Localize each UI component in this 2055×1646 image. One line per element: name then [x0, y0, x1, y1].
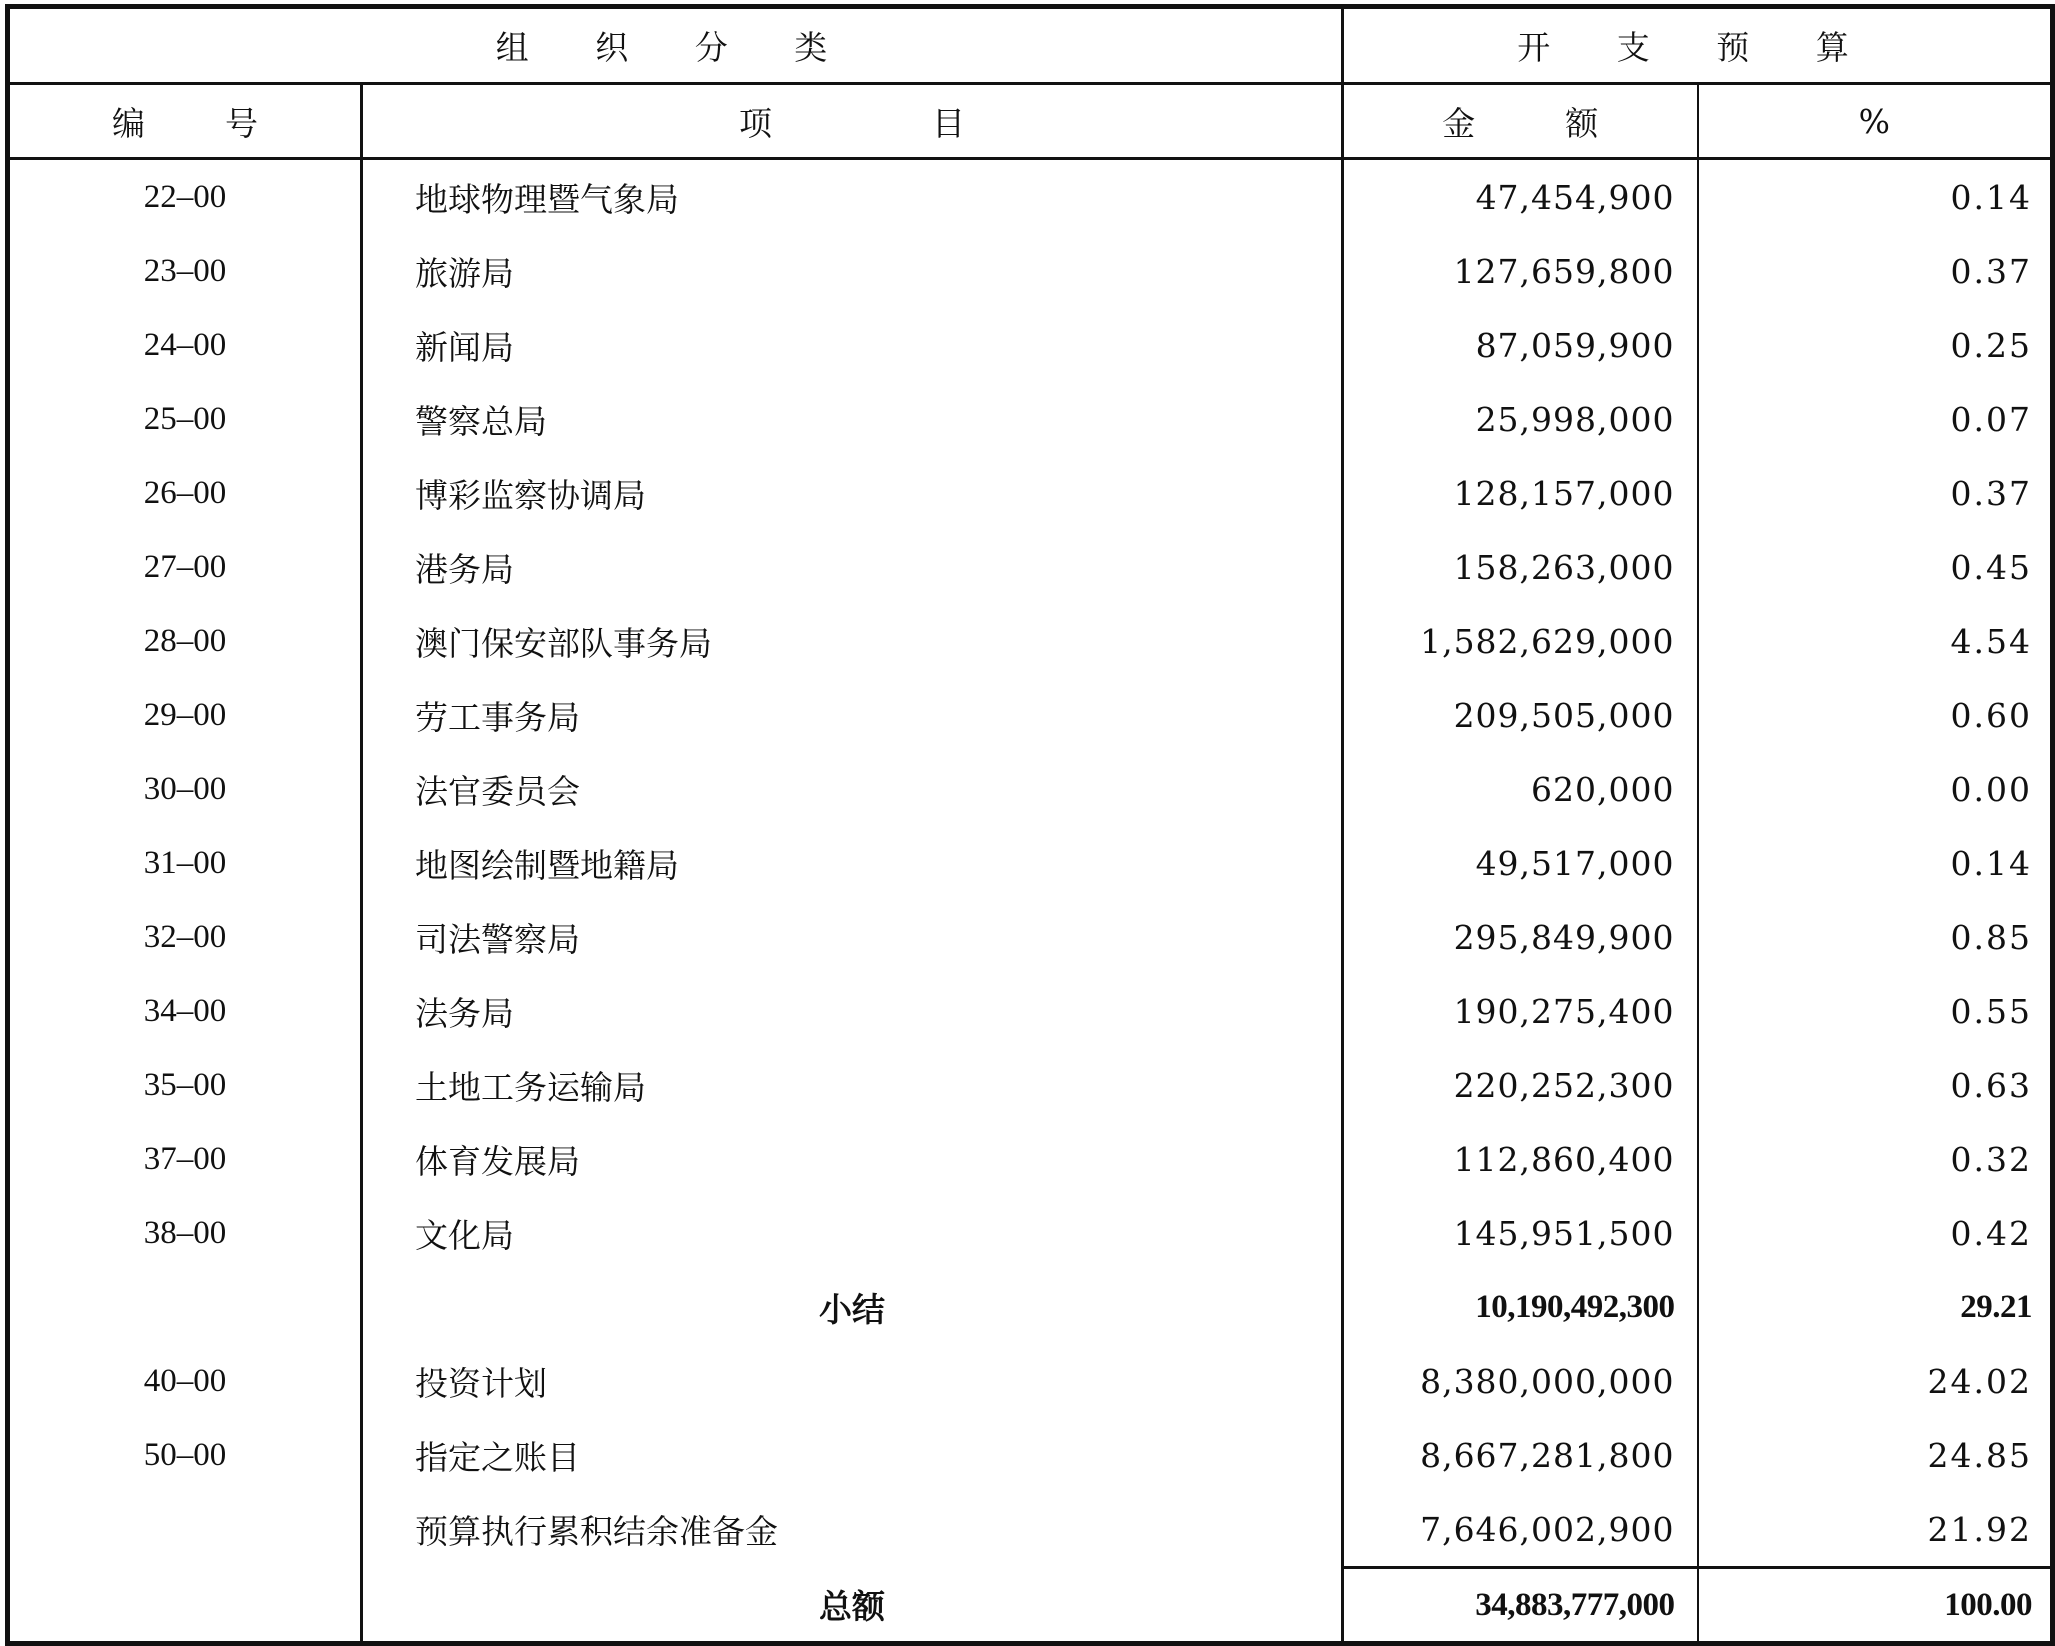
row-code: 50–00: [8, 1418, 362, 1492]
row-percent: 0.42: [1950, 1213, 2033, 1253]
row-code: 27–00: [8, 530, 362, 604]
row-item: 体育发展局: [362, 1122, 1343, 1196]
row-code: 31–00: [8, 826, 362, 900]
row-code: 24–00: [8, 308, 362, 382]
row-percent: 0.85: [1950, 917, 2033, 957]
row-amount: 127,659,800: [1343, 234, 1698, 308]
table-row: [8, 1344, 2053, 1418]
table-row: [8, 1048, 2053, 1122]
row-code: [8, 1492, 362, 1568]
row-item: 地球物理暨气象局: [362, 159, 1343, 235]
row-percent: 0.37: [1950, 473, 2033, 513]
row-code: 29–00: [8, 678, 362, 752]
row-percent: 0.37: [1950, 251, 2033, 291]
header-row-1: [8, 7, 2053, 84]
row-item: 法务局: [362, 974, 1343, 1048]
row-code: 35–00: [8, 1048, 362, 1122]
table-row: [8, 159, 2053, 235]
row-percent: 0.63: [1950, 1065, 2033, 1105]
row-amount: 190,275,400: [1343, 974, 1698, 1048]
row-item: 警察总局: [362, 382, 1343, 456]
row-code: 23–00: [8, 234, 362, 308]
total-percent: 100.00: [1698, 1568, 2053, 1644]
row-amount: 620,000: [1343, 752, 1698, 826]
row-item: 预算执行累积结余准备金: [362, 1492, 1343, 1568]
row-amount: 112,860,400: [1343, 1122, 1698, 1196]
row-item: 澳门保安部队事务局: [362, 604, 1343, 678]
expense-budget-header: 开 支 预 算: [1343, 7, 2053, 84]
row-item: 司法警察局: [362, 900, 1343, 974]
row-item: 劳工事务局: [362, 678, 1343, 752]
row-amount: 8,380,000,000: [1343, 1344, 1698, 1418]
subtotal-percent: 29.21: [1960, 1288, 2033, 1325]
row-percent: 0.07: [1950, 399, 2033, 439]
subtotal-row: [8, 1270, 2053, 1344]
row-amount: 8,667,281,800: [1343, 1418, 1698, 1492]
row-percent: 0.32: [1950, 1139, 2033, 1179]
table-row: [8, 826, 2053, 900]
row-amount: 128,157,000: [1343, 456, 1698, 530]
budget-table: [5, 4, 2055, 1646]
row-percent: 0.14: [1950, 843, 2033, 883]
row-amount: 209,505,000: [1343, 678, 1698, 752]
amount-header: 金额: [1343, 84, 1698, 159]
row-item: 港务局: [362, 530, 1343, 604]
row-amount: 158,263,000: [1343, 530, 1698, 604]
row-percent: 0.00: [1950, 769, 2033, 809]
total-code: [8, 1568, 362, 1644]
total-row: [8, 1568, 2053, 1644]
total-amount: 34,883,777,000: [1343, 1568, 1698, 1644]
row-code: 40–00: [8, 1344, 362, 1418]
table-row: [8, 382, 2053, 456]
row-amount: 47,454,900: [1343, 159, 1698, 235]
row-code: 26–00: [8, 456, 362, 530]
item-header: 项目: [362, 84, 1343, 159]
code-header: 编号: [8, 84, 362, 159]
total-label: 总额: [362, 1568, 1343, 1644]
row-amount: 25,998,000: [1343, 382, 1698, 456]
row-code: 25–00: [8, 382, 362, 456]
row-amount: 49,517,000: [1343, 826, 1698, 900]
table-row: [8, 530, 2053, 604]
table-row: [8, 1122, 2053, 1196]
row-code: 22–00: [8, 159, 362, 235]
header-row-2: [8, 84, 2053, 159]
row-item: 地图绘制暨地籍局: [362, 826, 1343, 900]
row-item: 土地工务运输局: [362, 1048, 1343, 1122]
table-row: [8, 974, 2053, 1048]
row-amount: 295,849,900: [1343, 900, 1698, 974]
subtotal-code: [8, 1270, 362, 1344]
row-percent: 24.02: [1927, 1361, 2033, 1401]
row-percent: 0.14: [1950, 177, 2033, 217]
table-row: [8, 1418, 2053, 1492]
table-row: [8, 678, 2053, 752]
table-row: [8, 1196, 2053, 1270]
org-classification-header: 组 织 分 类: [8, 7, 1343, 84]
row-code: 28–00: [8, 604, 362, 678]
row-item: 旅游局: [362, 234, 1343, 308]
row-code: 32–00: [8, 900, 362, 974]
row-code: 30–00: [8, 752, 362, 826]
row-item: 投资计划: [362, 1344, 1343, 1418]
row-percent: 0.55: [1950, 991, 2033, 1031]
row-amount: 145,951,500: [1343, 1196, 1698, 1270]
row-amount: 220,252,300: [1343, 1048, 1698, 1122]
row-amount: 7,646,002,900: [1343, 1492, 1698, 1568]
row-percent: 0.45: [1950, 547, 2033, 587]
row-item: 新闻局: [362, 308, 1343, 382]
row-code: 37–00: [8, 1122, 362, 1196]
table-row: [8, 752, 2053, 826]
row-percent: 21.92: [1927, 1509, 2033, 1549]
subtotal-amount: 10,190,492,300: [1343, 1270, 1698, 1344]
table-row: [8, 1492, 2053, 1568]
row-code: 38–00: [8, 1196, 362, 1270]
row-item: 法官委员会: [362, 752, 1343, 826]
row-amount: 87,059,900: [1343, 308, 1698, 382]
percent-header: %: [1698, 84, 2053, 159]
row-item: 指定之账目: [362, 1418, 1343, 1492]
table-row: [8, 456, 2053, 530]
row-code: 34–00: [8, 974, 362, 1048]
subtotal-label: 小结: [362, 1270, 1343, 1344]
table-row: [8, 900, 2053, 974]
table-row: [8, 604, 2053, 678]
table-row: [8, 234, 2053, 308]
row-item: 文化局: [362, 1196, 1343, 1270]
table-row: [8, 308, 2053, 382]
row-percent: 0.60: [1950, 695, 2033, 735]
row-amount: 1,582,629,000: [1343, 604, 1698, 678]
row-percent: 24.85: [1927, 1435, 2033, 1475]
row-percent: 4.54: [1950, 621, 2033, 661]
row-item: 博彩监察协调局: [362, 456, 1343, 530]
row-percent: 0.25: [1950, 325, 2033, 365]
